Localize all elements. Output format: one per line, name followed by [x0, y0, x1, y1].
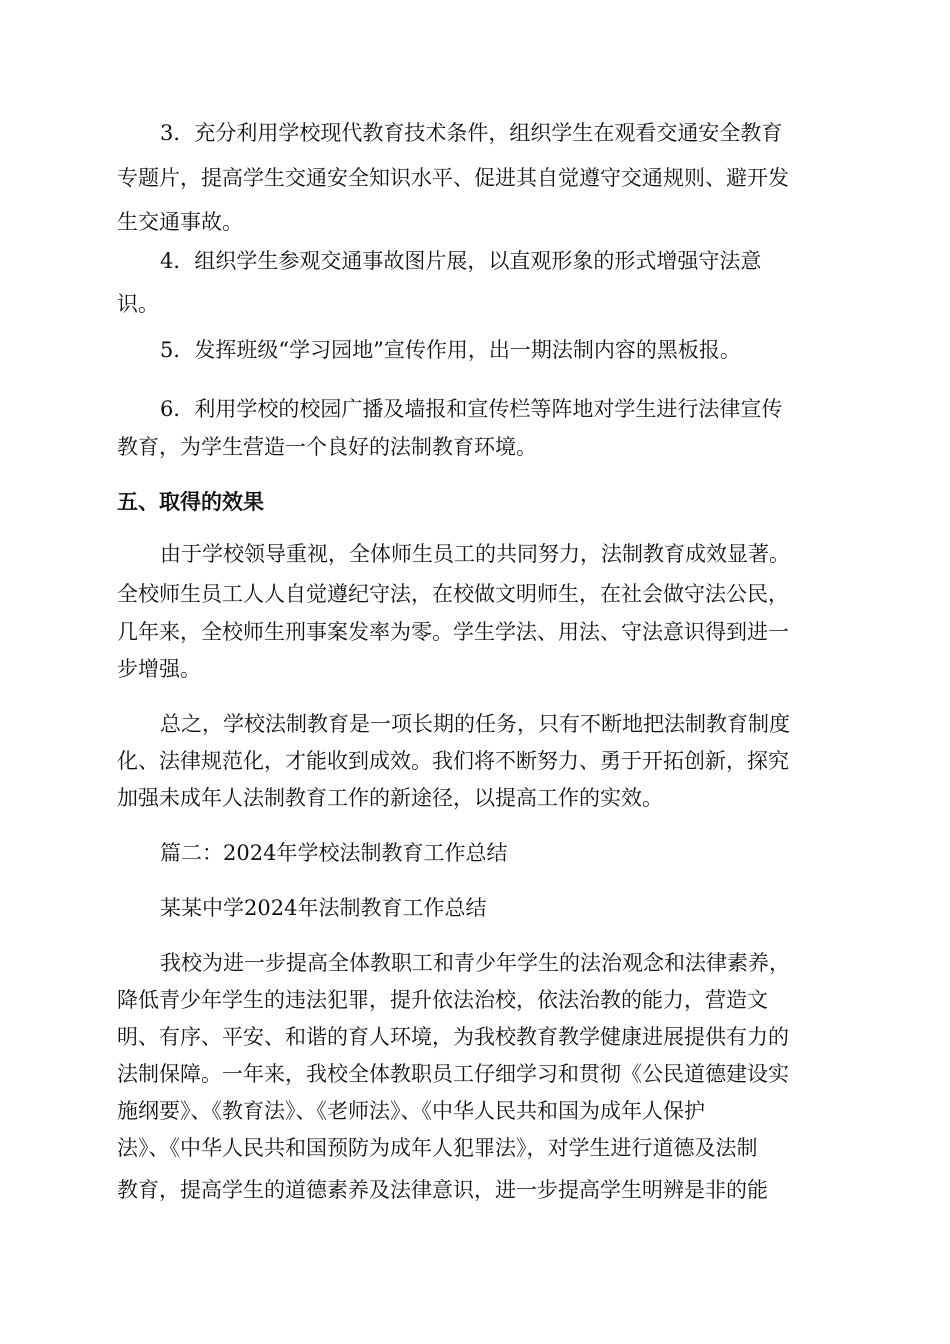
intro-paragraph-line-3: 明、有序、平安、和谐的育人环境，为我校教育教学健康进展提供有力的 [117, 1025, 789, 1049]
intro-paragraph-line-2: 降低青少年学生的违法犯罪，提升依法治校，依法治教的能力，营造文 [117, 988, 768, 1012]
section-heading-results: 五、取得的效果 [117, 490, 264, 514]
intro-paragraph-line-1: 我校为进一步提高全体教职工和青少年学生的法治观念和法律素养， [160, 951, 790, 975]
intro-paragraph-line-4: 法制保障。一年来，我校全体教职员工仔细学习和贯彻《公民道德建设实 [117, 1062, 789, 1086]
summary-paragraph-line-2: 化、法律规范化，才能收到成效。我们将不断努力、勇于开拓创新，探究 [117, 749, 789, 773]
intro-paragraph-line-7: 教育，提高学生的道德素养及法律意识，进一步提高学生明辨是非的能 [117, 1178, 768, 1202]
results-paragraph-line-3: 几年来，全校师生刑事案发率为零。学生学法、用法、守法意识得到进一 [117, 620, 789, 644]
results-paragraph-line-4: 步增强。 [117, 657, 201, 681]
summary-paragraph-line-3: 加强未成年人法制教育工作的新途径，以提高工作的实效。 [117, 786, 663, 810]
document-title: 某某中学2024年法制教育工作总结 [160, 896, 487, 920]
results-paragraph-line-2: 全校师生员工人人自觉遵纪守法，在校做文明师生，在社会做守法公民， [117, 582, 789, 606]
paragraph-6-line-2: 教育，为学生营造一个良好的法制教育环境。 [117, 435, 537, 459]
summary-paragraph-line-1: 总之，学校法制教育是一项长期的任务，只有不断地把法制教育制度 [160, 712, 790, 736]
paragraph-4-line-1: 4．组织学生参观交通事故图片展，以直观形象的形式增强守法意 [160, 249, 762, 273]
paragraph-6-line-1: 6．利用学校的校园广播及墙报和宣传栏等阵地对学生进行法律宣传 [160, 397, 783, 421]
intro-paragraph-line-6: 法》、《中华人民共和国预防为成年人犯罪法》，对学生进行道德及法制 [117, 1136, 758, 1160]
paragraph-3-line-3: 生交通事故。 [117, 210, 243, 234]
intro-paragraph-line-5: 施纲要》、《教育法》、《老师法》、《中华人民共和国为成年人保护 [117, 1099, 705, 1123]
chapter-two-title: 篇二：2024年学校法制教育工作总结 [160, 841, 508, 865]
paragraph-5-line-1: 5．发挥班级“学习园地”宣传作用，出一期法制内容的黑板报。 [160, 338, 741, 362]
paragraph-3-line-2: 专题片，提高学生交通安全知识水平、促进其自觉遵守交通规则、避开发 [117, 166, 789, 190]
paragraph-4-line-2: 识。 [117, 292, 159, 316]
results-paragraph-line-1: 由于学校领导重视，全体师生员工的共同努力，法制教育成效显著。 [160, 542, 790, 566]
paragraph-3-line-1: 3．充分利用学校现代教育技术条件，组织学生在观看交通安全教育 [160, 121, 783, 145]
